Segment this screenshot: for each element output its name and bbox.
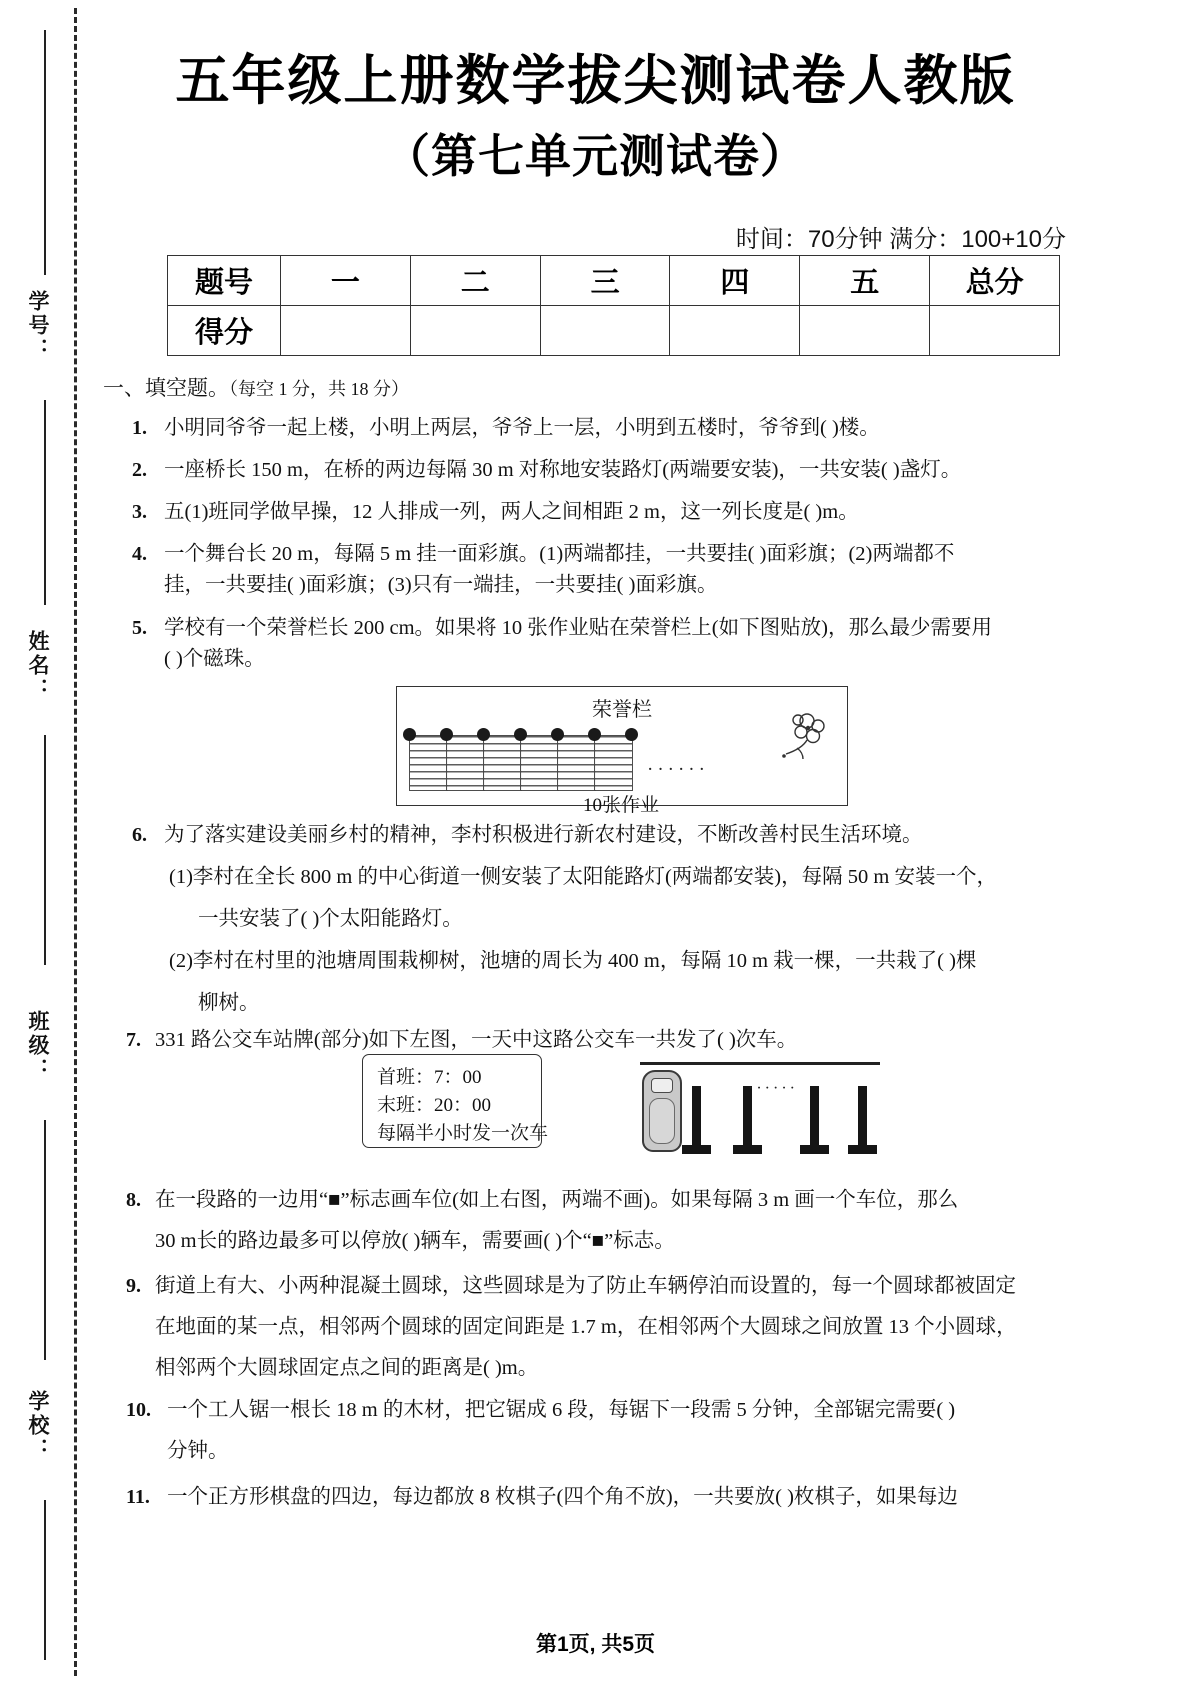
score-input-cell[interactable]	[930, 306, 1060, 356]
question-text-cont: 一共安装了( )个太阳能路灯。	[198, 908, 463, 930]
question-number: 11.	[126, 1486, 150, 1508]
question-number: 7.	[126, 1029, 141, 1051]
honor-board-caption: 荣誉栏	[592, 699, 652, 721]
parking-mark-pole	[692, 1086, 701, 1148]
question-1	[132, 413, 880, 444]
question-number: 1.	[132, 417, 147, 439]
question-9	[126, 1271, 1017, 1384]
sidebar-label-school: 学校：	[26, 1390, 49, 1462]
question-7	[126, 1025, 798, 1056]
exam-meta: 时间：70分钟 满分：100+10分	[735, 226, 1066, 253]
paper-sheet	[446, 735, 485, 791]
score-table-header-cell: 一	[281, 256, 411, 306]
sidebar-rule	[44, 1120, 46, 1360]
magnet-dot-icon	[551, 728, 564, 741]
magnet-dot-icon	[588, 728, 601, 741]
car-icon	[642, 1070, 682, 1152]
question-5	[132, 613, 992, 675]
score-table	[167, 255, 1060, 356]
question-text: 小明同爷爷一起上楼，小明上两层，爷爷上一层，小明到五楼时，爷爷到( )楼。	[164, 417, 880, 439]
question-number: 6.	[132, 824, 147, 846]
question-number: 3.	[132, 501, 147, 523]
question-text: 街道上有大、小两种混凝土圆球，这些圆球是为了防止车辆停泊而设置的，每一个圆球都被固定	[155, 1275, 1016, 1297]
parking-mark-base	[848, 1145, 877, 1154]
ellipsis-dots: ······	[748, 1080, 798, 1097]
paper-sheet	[594, 735, 633, 791]
paper-sheet	[409, 735, 448, 791]
car-body	[649, 1098, 675, 1144]
parking-mark-base	[800, 1145, 829, 1154]
honor-board-figure	[396, 686, 848, 806]
question-6	[132, 820, 997, 1019]
score-table-header-cell: 三	[540, 256, 670, 306]
magnet-dot-icon	[477, 728, 490, 741]
cut-line	[74, 8, 77, 1676]
parking-mark-base	[682, 1145, 711, 1154]
score-input-cell[interactable]	[800, 306, 930, 356]
bus-interval-note: 每隔半小时发一次车	[377, 1123, 549, 1144]
table-row	[168, 256, 1060, 306]
sidebar-rule	[44, 400, 46, 605]
score-input-cell[interactable]	[410, 306, 540, 356]
paper-sheet	[483, 735, 522, 791]
magnet-dot-icon	[440, 728, 453, 741]
parking-mark-pole	[810, 1086, 819, 1148]
section-heading	[103, 372, 409, 402]
score-input-cell[interactable]	[540, 306, 670, 356]
flower-decoration-icon	[777, 707, 833, 761]
question-4	[132, 539, 955, 601]
ellipsis-dots: ······	[647, 759, 709, 780]
question-2	[132, 455, 962, 486]
question-text: 331 路公交车站牌(部分)如下左图，一天中这路公交车一共发了( )次车。	[155, 1029, 798, 1051]
question-number: 8.	[126, 1189, 141, 1211]
page-footer: 第1页, 共5页	[535, 1633, 656, 1656]
score-table-label-cell: 得分	[168, 306, 281, 356]
paper-sheet	[520, 735, 559, 791]
homework-papers-group	[409, 735, 631, 789]
score-table-header-cell: 四	[670, 256, 800, 306]
question-text: 一个工人锯一根长 18 m 的木材，把它锯成 6 段，每锯下一段需 5 分钟，全部锯完需要( )	[167, 1399, 956, 1421]
question-text-cont: (2)李村在村里的池塘周围栽柳树，池塘的周长为 400 m，每隔 10 m 栽一棵，一共栽了( )棵	[169, 950, 977, 972]
question-text: 学校有一个荣誉栏长 200 cm。如果将 10 张作业贴在荣誉栏上(如下图贴放)，那么最少需要用	[164, 617, 992, 639]
sidebar-label-class: 班级：	[26, 1010, 49, 1082]
question-text-cont: 柳树。	[198, 992, 260, 1014]
question-number: 4.	[132, 543, 147, 565]
section-heading-main: 一、填空题。	[103, 376, 229, 400]
question-3	[132, 497, 859, 528]
question-text: 为了落实建设美丽乡村的精神，李村积极进行新农村建设，不断改善村民生活环境。	[164, 824, 923, 846]
question-text: 一个正方形棋盘的四边，每边都放 8 枚棋子(四个角不放)，一共要放( )枚棋子，如果每边	[167, 1486, 958, 1508]
parking-mark-pole	[858, 1086, 867, 1148]
question-11	[126, 1482, 958, 1513]
question-text: 五(1)班同学做早操，12 人排成一列，两人之间相距 2 m，这一列长度是( )m。	[164, 501, 859, 523]
question-text-cont: 相邻两个大圆球固定点之间的距离是( )m。	[155, 1357, 539, 1379]
margin-sidebar	[0, 0, 92, 1684]
score-table-header-cell: 总分	[930, 256, 1060, 306]
question-text-cont: 挂，一共要挂( )面彩旗；(3)只有一端挂，一共要挂( )面彩旗。	[164, 574, 718, 596]
question-text-cont: 分钟。	[167, 1440, 229, 1462]
sidebar-rule	[44, 735, 46, 965]
road-edge-line	[640, 1062, 880, 1065]
question-text-cont: 在地面的某一点，相邻两个圆球的固定间距是 1.7 m，在相邻两个大圆球之间放置 13 个小圆球，	[155, 1316, 1017, 1338]
sidebar-label-name: 姓名：	[26, 630, 49, 702]
question-text: 一座桥长 150 m，在桥的两边每隔 30 m 对称地安装路灯(两端要安装)，一共安装( )盏灯。	[164, 459, 962, 481]
score-table-header-cell: 题号	[168, 256, 281, 306]
section-heading-note: （每空 1 分，共 18 分）	[229, 379, 409, 399]
question-8	[126, 1185, 959, 1257]
parking-marks-figure	[640, 1062, 880, 1154]
question-number: 5.	[132, 617, 147, 639]
page-subtitle: （第七单元测试卷）	[384, 130, 807, 182]
bus-last-departure: 末班：20：00	[377, 1095, 492, 1116]
magnet-dot-icon	[514, 728, 527, 741]
score-table-header-cell: 二	[410, 256, 540, 306]
score-input-cell[interactable]	[670, 306, 800, 356]
question-number: 10.	[126, 1399, 151, 1421]
question-text-cont: ( )个磁珠。	[164, 648, 265, 670]
sidebar-label-student-id: 学号：	[26, 290, 49, 362]
question-text-cont: 30 m长的路边最多可以停放( )辆车，需要画( )个“■”标志。	[155, 1230, 675, 1252]
honor-board-below-caption: 10张作业	[582, 795, 659, 816]
magnet-dot-icon	[625, 728, 638, 741]
page-title: 五年级上册数学拔尖测试卷人教版	[175, 51, 1016, 111]
question-number: 2.	[132, 459, 147, 481]
paper-sheet	[557, 735, 596, 791]
question-text: 一个舞台长 20 m，每隔 5 m 挂一面彩旗。(1)两端都挂，一共要挂( )面彩旗；(2)两端都不	[164, 543, 955, 565]
bus-schedule-board	[362, 1054, 549, 1148]
score-input-cell[interactable]	[281, 306, 411, 356]
magnet-dot-icon	[403, 728, 416, 741]
parking-mark-base	[733, 1145, 762, 1154]
score-table-header-cell: 五	[800, 256, 930, 306]
question-text: 在一段路的一边用“■”标志画车位(如上右图，两端不画)。如果每隔 3 m 画一个车位，那么	[155, 1189, 959, 1211]
question-number: 9.	[126, 1275, 141, 1297]
bus-first-departure: 首班：7：00	[377, 1067, 482, 1088]
car-window	[651, 1078, 673, 1093]
question-10	[126, 1395, 956, 1467]
table-row	[168, 306, 1060, 356]
question-text-cont: (1)李村在全长 800 m 的中心街道一侧安装了太阳能路灯(两端都安装)，每隔 50 m 安装一个，	[169, 866, 997, 888]
